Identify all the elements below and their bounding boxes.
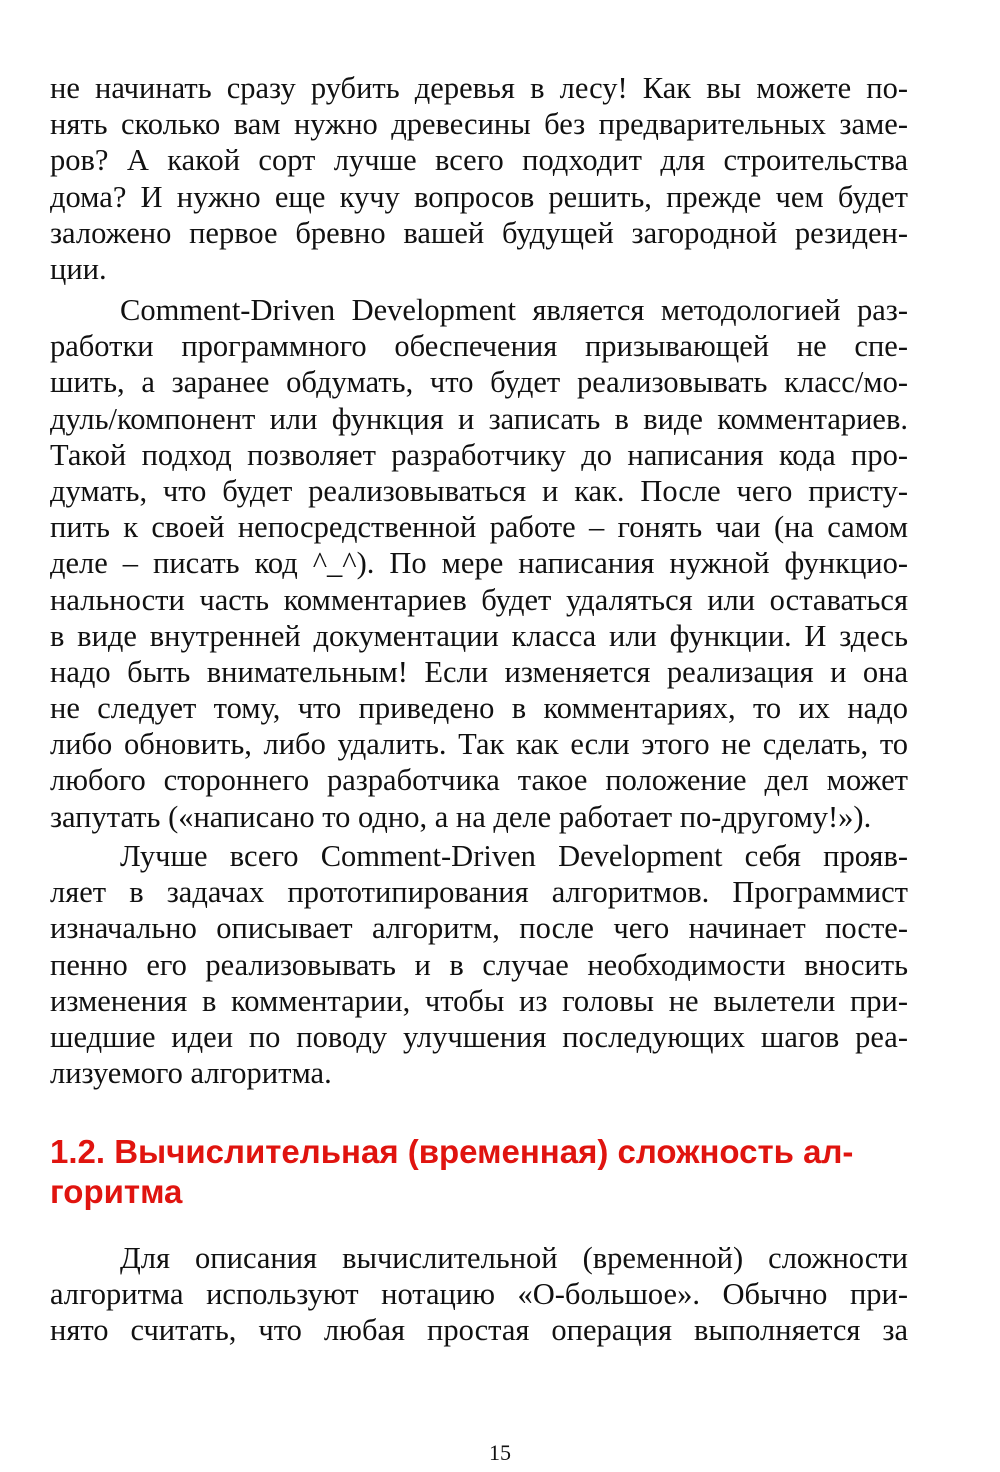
text-line: шить, а заранее обдумать, что будет реализовывать класс/мо- (50, 365, 908, 400)
text-line: Comment-Driven Development является методологией раз- (120, 293, 908, 327)
text-line: пить к своей непосредственной работе – гонять чаи (на самом (50, 510, 908, 545)
text-line: шедшие идеи по поводу улучшения последующих шагов реа- (50, 1019, 908, 1054)
paragraph-3 (50, 838, 908, 1091)
paragraph-1 (50, 70, 908, 287)
page-number: 15 (489, 1440, 511, 1465)
text-line: ляет в задачах прототипирования алгоритмов. Программист (50, 875, 908, 910)
paragraph-2 (50, 292, 908, 835)
text-line: дуль/компонент или функция и записать в виде комментариев. (50, 401, 908, 436)
text-line: Лучше всего Comment-Driven Development себя прояв- (120, 839, 908, 873)
text-line: любого стороннего разработчика такое положение дел может (50, 763, 908, 798)
text-line: Такой подход позволяет разработчику до написания кода про- (50, 437, 908, 472)
text-line: изменения в комментарии, чтобы из головы не вылетели при- (50, 983, 908, 1018)
text-line: деле – писать код ^_^). По мере написания нужной функцио- (50, 546, 908, 581)
text-line: изначально описывает алгоритм, после чего начинает посте- (50, 911, 908, 946)
text-line: в виде внутренней документации класса или функции. И здесь (50, 618, 908, 653)
heading-line: горитма (50, 1173, 183, 1210)
text-line: ции. (50, 251, 107, 286)
text-line: нять сколько вам нужно древесины без предварительных заме- (50, 107, 908, 142)
text-line: лизуемого алгоритма. (50, 1056, 332, 1091)
heading-line: 1.2. Вычислительная (временная) сложность ал- (50, 1133, 854, 1170)
section-heading (50, 1132, 908, 1212)
text-line: алгоритма используют нотацию «O-большое». Обычно при- (50, 1277, 908, 1312)
text-line: Для описания вычислительной (временной) сложности (120, 1241, 908, 1275)
text-line: надо быть внимательным! Если изменяется реализация и она (50, 654, 908, 689)
text-line: дома? И нужно еще кучу вопросов решить, прежде чем будет (50, 179, 908, 214)
text-line: заложено первое бревно вашей будущей загородной резиден- (50, 215, 908, 250)
text-line: не начинать сразу рубить деревья в лесу! Как вы можете по- (50, 71, 908, 105)
text-line: думать, что будет реализовываться и как. После чего присту- (50, 473, 908, 508)
text-line: работки программного обеспечения призывающей не спе- (50, 329, 908, 364)
text-line: нальности часть комментариев будет удаляться или оставаться (50, 582, 908, 617)
text-line: не следует тому, что приведено в комментариях, то их надо (50, 691, 908, 726)
text-line: запутать («написано то одно, а на деле работает по-другому!»). (50, 799, 872, 834)
text-line: пенно его реализовывать и в случае необходимости вносить (50, 947, 908, 982)
text-line: либо обновить, либо удалить. Так как если этого не сделать, то (50, 727, 908, 762)
text-line: нято считать, что любая простая операция выполняется за (50, 1313, 908, 1348)
paragraph-4 (50, 1240, 908, 1349)
text-line: ров? А какой сорт лучше всего подходит для строительства (50, 143, 908, 178)
